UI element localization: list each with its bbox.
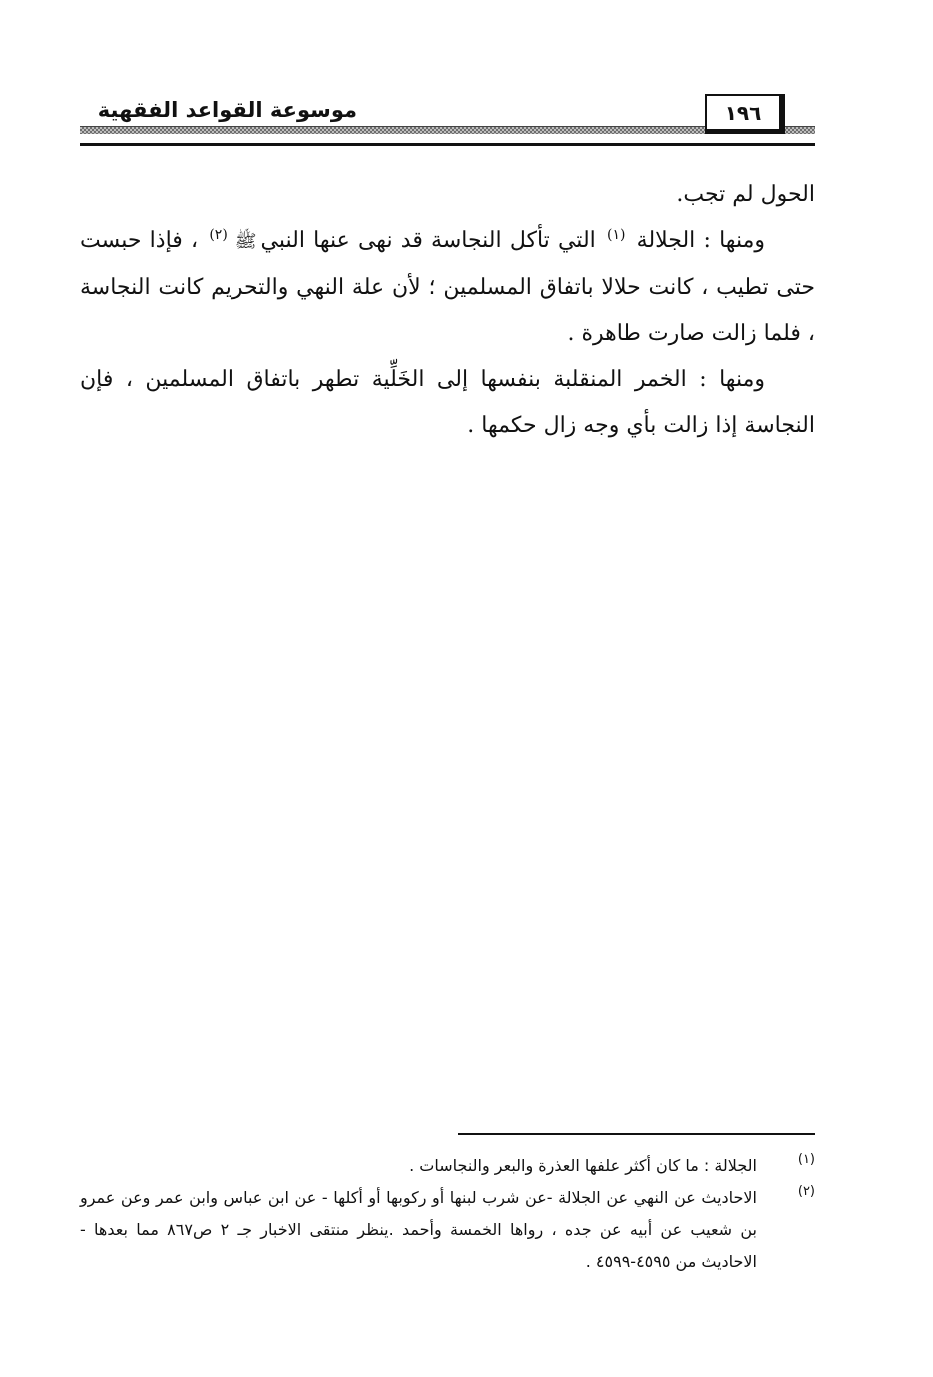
- footnote-ref-2: (٢): [209, 226, 228, 243]
- footnote-separator: [458, 1133, 815, 1135]
- paragraph-3: ومنها : الخمر المنقلبة بنفسها إلى الخَلِّية تطهر باتفاق المسلمين ، فإن النجاسة إذا زالت بأي وجه زال حكمها .: [80, 367, 815, 438]
- footnote-2: [80, 1182, 815, 1278]
- paragraph-2-start: ومنها : الجلالة: [636, 228, 765, 253]
- header-rule: [80, 143, 815, 146]
- paragraph-2-end: ، فإذا حبست حتى تطيب ، كانت حلالا باتفاق المسلمين ؛ لأن علة النهي والتحريم كانت النجاسة ، فلما زالت صارت طاهرة .: [80, 228, 815, 346]
- pbuh-glyph: ﷺ: [234, 231, 257, 252]
- page-number: ١٩٦: [705, 94, 785, 134]
- footnote-2-text: الاحاديث عن النهي عن الجلالة -عن شرب لبنها أو ركوبها أو أكلها - عن ابن عباس وابن عمر وعن عمرو بن شعيب عن أبيه عن جده ، رواها الخمسة وأحمد .ينظر منتقى الاخبار جـ ٢ ص٨٦٧ مما بعدها - الاحاديث من ٤٥٩٥-٤٥٩٩ .: [80, 1188, 757, 1271]
- book-title: موسوعة القواعد الفقهية: [97, 98, 357, 122]
- paragraph-2: [80, 218, 815, 357]
- footnote-1: [80, 1150, 815, 1182]
- footnotes: [80, 1150, 815, 1278]
- page-header: [80, 88, 815, 150]
- footnote-ref-1: (١): [606, 226, 626, 243]
- footnote-1-text: الجلالة : ما كان أكثر علفها العذرة والبعر والنجاسات .: [409, 1156, 757, 1175]
- footnote-2-number: (٢): [797, 1184, 815, 1199]
- paragraph-2-middle: التي تأكل النجاسة قد نهى عنها النبي: [260, 228, 596, 253]
- main-text: [80, 172, 815, 449]
- paragraph-1: الحول لم تجب.: [676, 182, 815, 207]
- footnote-1-number: (١): [797, 1152, 815, 1167]
